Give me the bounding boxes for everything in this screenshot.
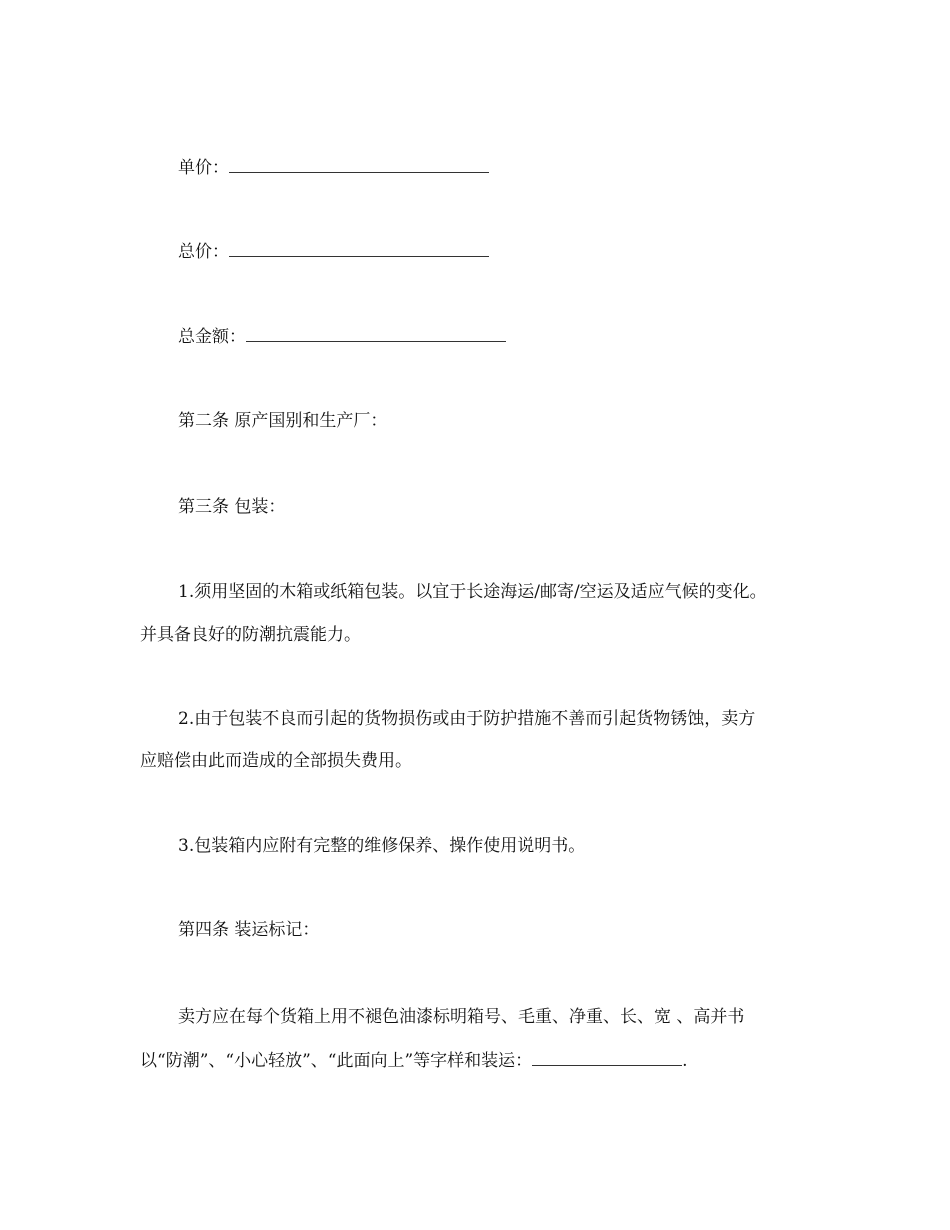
article4-body-line2: 以“防潮”、“小心轻放”、“此面向上”等字样和装运： xyxy=(140,1051,533,1071)
article2-heading: 第二条 原产国别和生产厂： xyxy=(178,411,388,431)
shipping-mark-blank xyxy=(532,1049,682,1066)
article3-item2-line1: 2.由于包装不良而引起的货物损伤或由于防护措施不善而引起货物锈蚀，卖方 xyxy=(178,709,756,729)
article3-item1-line1: 1.须用坚固的木箱或纸箱包装。以宜于长途海运/邮寄/空运及适应气候的变化。 xyxy=(178,582,767,602)
article4-heading: 第四条 装运标记： xyxy=(178,920,320,940)
total-amount-label: 总金额： xyxy=(178,327,246,347)
article4-body-line2-row xyxy=(140,1049,840,1072)
article3-item1-line2: 并具备良好的防潮抗震能力。 xyxy=(140,625,361,645)
unit-price-label: 单价： xyxy=(178,158,229,178)
article3-item3: 3.包装箱内应附有完整的维修保养、操作使用说明书。 xyxy=(178,836,586,856)
article4-body-line2-end: . xyxy=(682,1051,688,1071)
unit-price-blank xyxy=(229,156,489,173)
unit-price-row xyxy=(140,156,878,179)
total-price-label: 总价： xyxy=(178,242,229,262)
total-price-row xyxy=(140,240,878,263)
total-amount-blank xyxy=(246,325,506,342)
total-price-blank xyxy=(229,240,489,257)
article3-item2-line2: 应赔偿由此而造成的全部损失费用。 xyxy=(140,751,412,771)
total-amount-row xyxy=(140,325,878,348)
article3-heading: 第三条 包装： xyxy=(178,497,286,517)
article4-body-line1: 卖方应在每个货箱上用不褪色油漆标明箱号、毛重、净重、长、宽 、高并书 xyxy=(178,1007,745,1027)
